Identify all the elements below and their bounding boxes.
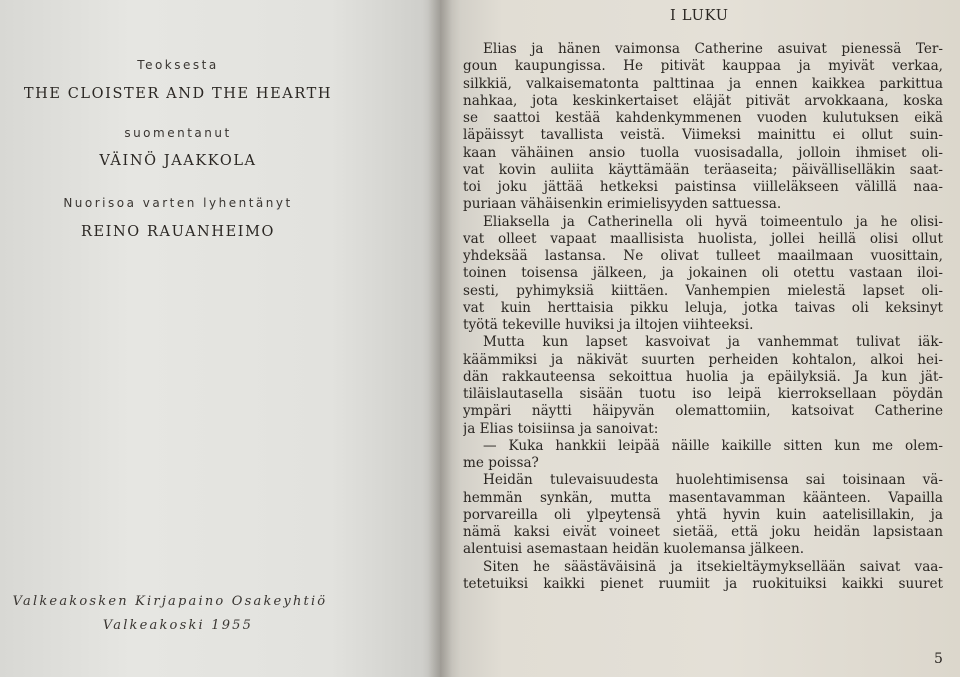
text-line: läpäissyt tavallista veistä. Viimeksi mainittu ei ollut suin- <box>463 127 943 144</box>
text-line: tetetuiksi kaikki pienet ruumiit ja ruokituiksi kaikki suuret <box>463 575 943 592</box>
text-line: goun kaupungissa. He pitivät kauppaa ja myivät verkaa, <box>463 58 943 75</box>
text-line: ympäri näytti häipyvän olemattomiin, katsoivat Catherine <box>463 403 943 420</box>
text-line: ja Elias toisiinsa ja sanoivat: <box>463 420 659 437</box>
title-page <box>0 0 440 677</box>
text-line: Siten he säästäväisinä ja itsekieltäymyksellään saivat vaa- <box>483 558 943 575</box>
original-title: THE CLOISTER AND THE HEARTH <box>23 86 333 102</box>
text-line: porvareilla oli ylpeytensä yhtä hyvin kuin aatelisillakin, ja <box>463 506 943 523</box>
text-line: yhdeksää lastansa. Ne olivat tulleet maailmaan vuosittain, <box>463 248 943 264</box>
text-line: nahkaa, jota keskinkertaiset eläjät pitivät arvokkaana, koska <box>463 92 943 109</box>
text-line: Elias ja hänen vaimonsa Catherine asuivat pienessä Ter- <box>483 41 943 57</box>
text-line: vat olleet vapaat maallisista huolista, jollei heillä olisi ollut <box>463 230 943 247</box>
text-line: vat kovin auliita käyttämään teräaseita; päivälliselläkin saat- <box>463 161 943 178</box>
text-line: Eliaksella ja Catherinella oli hyvä toimeentulo ja he olisi- <box>483 213 943 230</box>
text-line: se saattoi kestää kahdenkymmenen vuoden kulutuksen eikä <box>463 110 943 126</box>
text-line: dän rakkauteensa sekoittua huolia ja epäilyksiä. Ja kun jät- <box>463 368 943 385</box>
book-gutter <box>428 0 452 677</box>
text-line: Heidän tulevaisuudesta huolehtimisensa sai toisinaan vä- <box>483 472 943 489</box>
text-line: alentuisi asemastaan heidän kuolemansa jälkeen. <box>463 541 805 558</box>
text-line: toinen toisensa jälkeen, ja jokainen oli otettu vastaan iloi- <box>463 265 943 282</box>
abridger-name: REINO RAUANHEIMO <box>80 224 276 240</box>
text-line: toi joku jättää hetkeksi paistinsa viilleläkseen välillä naa- <box>463 179 943 195</box>
text-line: tiläislautasella sisään tuotu iso leipä kierroksellaan pöydän <box>463 386 943 402</box>
text-line: työtä tekeville huviksi ja iltojen viihteeksi. <box>463 317 754 333</box>
text-line: Mutta kun lapset kasvoivat ja vanhemmat tulivat iäk- <box>483 334 943 351</box>
abridged-label: Nuorisoa varten lyhentänyt <box>63 196 293 210</box>
place-year: Valkeakoski 1955 <box>102 618 254 633</box>
source-label: Teoksesta <box>137 58 219 72</box>
text-line: käämmiksi ja näkivät suurten perheiden kohtalon, alkoi hei- <box>463 351 943 368</box>
chapter-body <box>463 41 943 593</box>
publisher: Valkeakosken Kirjapaino Osakeyhtiö <box>12 594 328 609</box>
text-line: hemmän synkän, mutta masentavamman käänteen. Vapailla <box>463 489 943 506</box>
text-line: kaan vähäinen ansio tuolla vuosisadalla, jolloin ihmiset oli- <box>463 144 943 161</box>
chapter-title: I LUKU <box>670 8 729 24</box>
text-line: — Kuka hankkii leipää näille kaikille sitten kun me olem- <box>483 437 943 454</box>
text-line: nämä kaksi eivät voineet sietää, että joku heidän lapsistaan <box>463 524 943 540</box>
page-number: 5 <box>934 651 943 667</box>
translated-label: suomentanut <box>124 126 232 140</box>
text-line: me poissa? <box>463 455 539 471</box>
text-line: sesti, pyhimyksiä kiittäen. Vanhempien mielestä lapset oli- <box>463 282 943 299</box>
text-line: puriaan vähäisenkin erimielisyyden sattuessa. <box>463 196 782 213</box>
translator-name: VÄINÖ JAAKKOLA <box>99 153 257 169</box>
text-line: vat kuin herttaisia pikku leluja, jotka taivas oli keksinyt <box>463 299 943 316</box>
text-line: silkkiä, valkaisematonta palttinaa ja ennen kaikkea parkittua <box>463 75 943 92</box>
